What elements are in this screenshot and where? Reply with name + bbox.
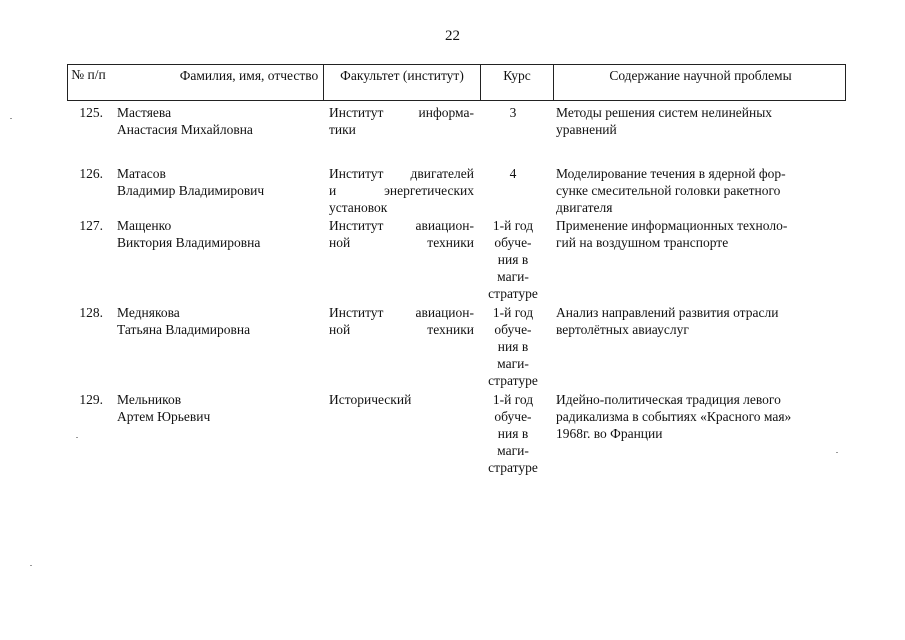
row-topic: Методы решения систем нелинейных уравнений bbox=[556, 105, 773, 137]
scan-speck bbox=[836, 452, 838, 453]
row-name: Меднякова Татьяна Владимировна bbox=[117, 305, 251, 337]
row-name: Матасов Владимир Владимирович bbox=[117, 166, 265, 198]
row-name: Мастяева Анастасия Михайловна bbox=[117, 105, 253, 137]
row-num: 129. bbox=[79, 392, 103, 407]
scan-speck bbox=[30, 565, 32, 566]
row-faculty: Исторический bbox=[329, 392, 412, 407]
row-num: 126. bbox=[79, 166, 103, 181]
header-faculty: Факультет (институт) bbox=[323, 65, 480, 100]
row-faculty: Институт информа- тики bbox=[329, 105, 474, 137]
page-number: 22 bbox=[445, 28, 460, 44]
header-num: № п/п bbox=[71, 67, 106, 82]
row-faculty: Институт авиацион- ной техники bbox=[329, 305, 474, 337]
row-course: 1-й год обуче- ния в маги- стратуре bbox=[488, 392, 538, 475]
row-faculty: Институт двигателей и энергетических установок bbox=[329, 166, 474, 215]
header-topic: Содержание научной проблемы bbox=[553, 65, 847, 100]
scan-speck bbox=[10, 118, 12, 119]
row-course: 1-й год обуче- ния в маги- стратуре bbox=[488, 305, 538, 388]
row-course: 1-й год обуче- ния в маги- стратуре bbox=[488, 218, 538, 301]
table-header bbox=[67, 64, 846, 101]
row-num: 125. bbox=[79, 105, 103, 120]
row-faculty: Институт авиацион- ной техники bbox=[329, 218, 474, 250]
row-num: 127. bbox=[79, 218, 103, 233]
row-name: Мельников Артем Юрьевич bbox=[117, 392, 211, 424]
header-course: Курс bbox=[480, 65, 553, 100]
row-course: 4 bbox=[509, 166, 517, 181]
row-name: Мащенко Виктория Владимировна bbox=[117, 218, 261, 250]
row-topic: Анализ направлений развития отрасли вертолётных авиауслуг bbox=[556, 305, 779, 337]
scan-speck bbox=[76, 437, 78, 438]
row-num: 128. bbox=[79, 305, 103, 320]
row-topic: Применение информационных техноло- гий на воздушном транспорте bbox=[556, 218, 788, 250]
row-course: 3 bbox=[509, 105, 517, 120]
header-name: Фамилия, имя, отчество bbox=[179, 68, 319, 83]
row-topic: Идейно-политическая традиция левого радикализма в событиях «Красного мая» 1968г. во Франции bbox=[556, 392, 792, 441]
row-topic: Моделирование течения в ядерной фор- сунке смесительной головки ракетного двигателя bbox=[556, 166, 786, 215]
